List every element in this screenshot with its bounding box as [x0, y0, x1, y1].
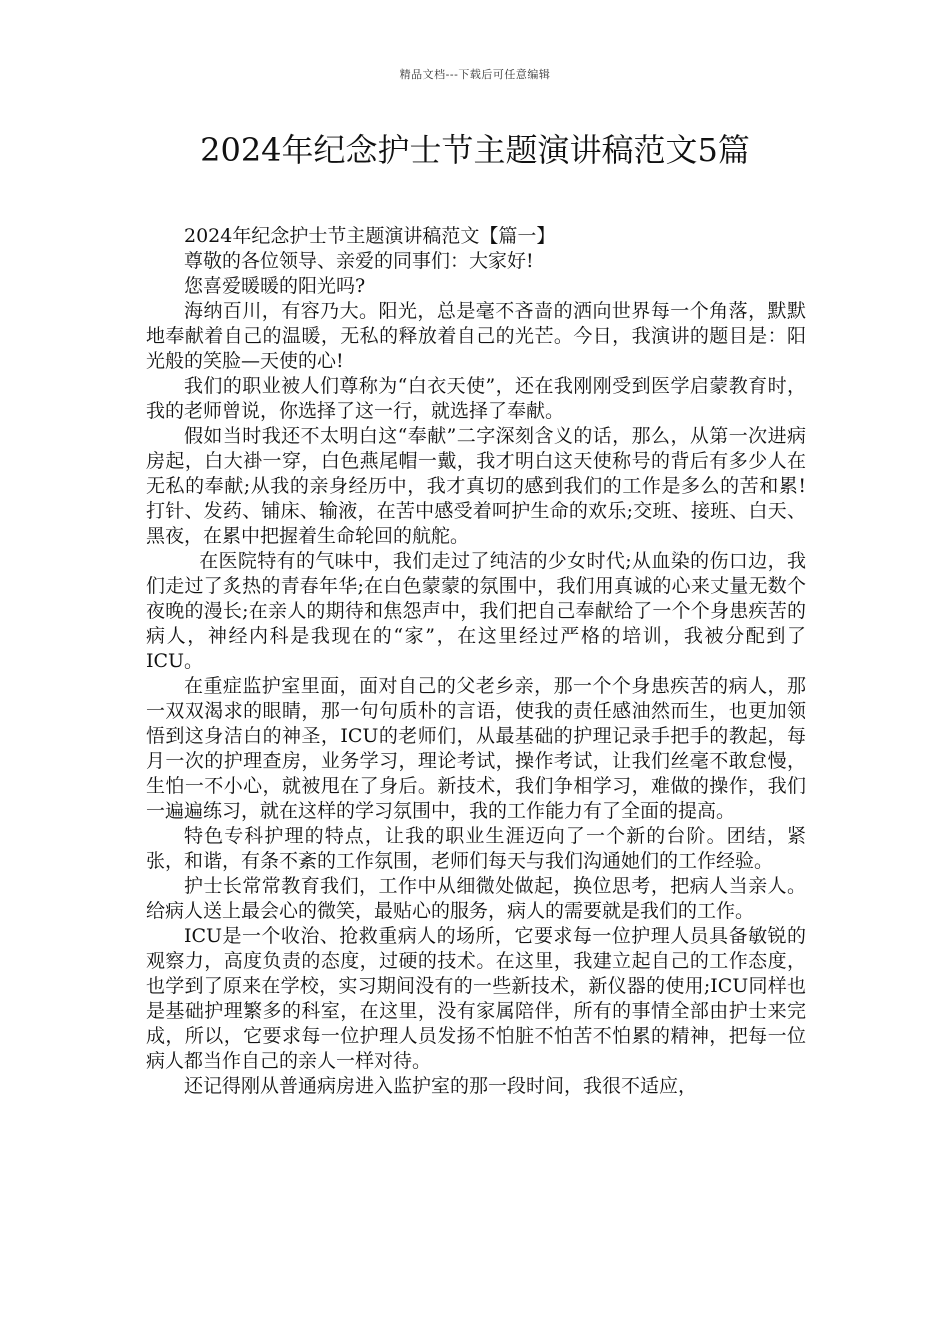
paragraph: 护士长常常教育我们，工作中从细微处做起，换位思考，把病人当亲人。给病人送上最会心的微笑，最贴心的服务，病人的需要就是我们的工作。 — [146, 875, 806, 922]
paragraph: 还记得刚从普通病房进入监护室的那一段时间，我很不适应， — [184, 1075, 698, 1097]
paragraph: 尊敬的各位领导、亲爱的同事们：大家好! — [184, 250, 534, 272]
paragraph: 在重症监护室里面，面对自己的父老乡亲，那一个个身患疾苦的病人，那一双双渴求的眼睛，那一句句质朴的言语，使我的责任感油然而生，也更加领悟到这身洁白的神圣，ICU的老师们，从最基础的护理记录手把手的教起，每月一次的护理查房，业务学习，理论考试，操作考试，让我们丝毫不敢怠慢，生怕一不小心，就被甩在了身后。新技术，我们争相学习，难做的操作，我们一遍遍练习，就在这样的学习氛围中，我的工作能力有了全面的提高。 — [146, 675, 806, 822]
paragraph: 特色专科护理的特点，让我的职业生涯迈向了一个新的台阶。团结，紧张，和谐，有条不紊的工作氛围，老师们每天与我们沟通她们的工作经验。 — [146, 825, 806, 872]
paragraph: 您喜爱暖暖的阳光吗? — [184, 275, 366, 297]
section-subtitle: 2024年纪念护士节主题演讲稿范文【篇一】 — [184, 225, 556, 247]
document-title: 2024年纪念护士节主题演讲稿范文5篇 — [200, 131, 750, 169]
paragraph: ICU是一个收治、抢救重病人的场所，它要求每一位护理人员具备敏锐的观察力，高度负责的态度，过硬的技术。在这里，我建立起自己的工作态度，也学到了原来在学校，实习期间没有的一些新技术，新仪器的使用;ICU同样也是基础护理繁多的科室，在这里，没有家属陪伴，所有的事情全部由护士来完成，所以，它要求每一位护理人员发扬不怕脏不怕苦不怕累的精神，把每一位病人都当作自己的亲人一样对待。 — [146, 925, 806, 1072]
document-body — [146, 224, 806, 1099]
paragraph: 我们的职业被人们尊称为“白衣天使”，还在我刚刚受到医学启蒙教育时，我的老师曾说，你选择了这一行，就选择了奉献。 — [146, 375, 806, 422]
paragraph: 海纳百川，有容乃大。阳光，总是毫不吝啬的洒向世界每一个角落，默默地奉献着自己的温暖，无私的释放着自己的光芒。今日，我演讲的题目是：阳光般的笑脸—天使的心! — [146, 300, 806, 372]
paragraph: 假如当时我还不太明白这“奉献”二字深刻含义的话，那么，从第一次进病房起，白大褂一穿，白色燕尾帽一戴，我才明白这天使称号的背后有多少人在无私的奉献;从我的亲身经历中，我才真切的感到我们的工作是多么的苦和累!打针、发药、铺床、输液，在苦中感受着呵护生命的欢乐;交班、接班、白天、黑夜，在累中把握着生命轮回的航舵。 — [146, 425, 806, 547]
paragraph: 在医院特有的气味中，我们走过了纯洁的少女时代;从血染的伤口边，我们走过了炙热的青春年华;在白色蒙蒙的氛围中，我们用真诚的心来丈量无数个夜晚的漫长;在亲人的期待和焦怨声中，我们把自己奉献给了一个个身患疾苦的病人，神经内科是我现在的“家”，在这里经过严格的培训，我被分配到了ICU。 — [146, 550, 806, 672]
header-note: 精品文档---下载后可任意编辑 — [399, 68, 551, 81]
